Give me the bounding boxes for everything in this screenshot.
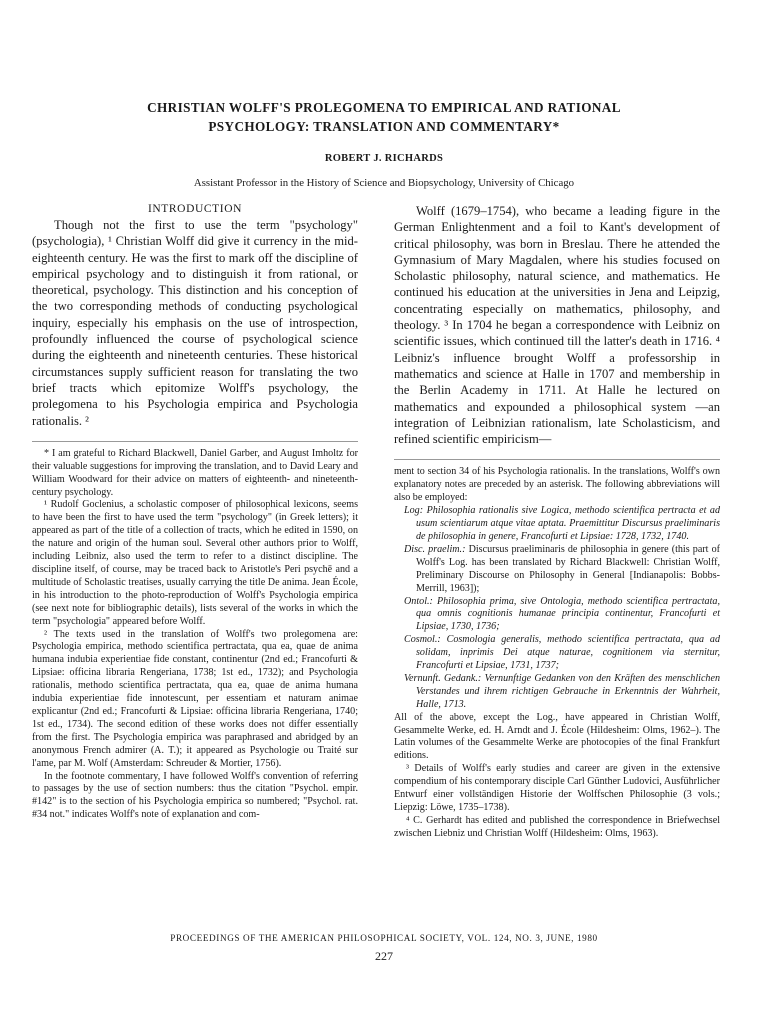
title-line-1: CHRISTIAN WOLFF'S PROLEGOMENA TO EMPIRICAL AND RATIONAL — [147, 100, 621, 115]
article-title — [60, 98, 708, 136]
abbreviation-entry: Vernunft. Gedank.: Vernunftige Gedanken von den Kräften des menschlichen Verstandes und ihrem richtigen Gebrauche in Erkenntnis der Wahrheit, Halle, 1713. — [404, 672, 721, 710]
footnote-divider — [32, 441, 358, 442]
abbreviation-entry: Log: Philosophia rationalis sive Logica, methodo scientifica pertracta et ad usum scientiarum atque vitae aptata. Praemittitur Discursus praeliminaris de philosophia in genere, Francofurti et Lipsiae: 1728, 1732, 1740. — [404, 505, 720, 542]
abbreviation-entry: Ontol.: Philosophia prima, sive Ontologia, methodo scientifica pertractata, qua omnis cognitionis humanae principia continentur, Francofurti et Lipsiae, 1730, 1736; — [404, 595, 720, 633]
footnote-2: ² The texts used in the translation of Wolff's two prolegomena are: Psychologia empirica, methodo scientifica pertractata, qua ea, quae de anima humana indubia experientiae fide constant, continentur (2nd ed.; Francofurti & Lipsiae: officina libraria Rengeriana, 1738; 1st ed., 1732); and Psychologia rationalis, methodo scientifica pertractata, qua ea, quae de anima humana indubia experientiae fide innotescunt, per essentiam et naturam animae explicantur (2nd ed.; Francofurti & Lipsiae: officina libraria Rengeriana, 1740; 1st ed., 1734). The second edition of these works does not differ essentially from the first. The Psychologia empirica was paraphrased and abridged by an anonymous French admirer (A. T.); it appeared as Psychologie ou Traité sur l'ame, par M. Wolf (Amsterdam: Schreuder & Mortier, 1756). — [32, 628, 358, 769]
title-line-2: PSYCHOLOGY: TRANSLATION AND COMMENTARY* — [208, 119, 560, 134]
abbreviation-entry: Cosmol.: Cosmologia generalis, methodo scientifica pertractata, qua ad solidam, inprimis Dei atque naturae, cognitionem via sternitur, Francofurti et Lipsiae, 1731, 1737; — [404, 634, 720, 672]
footnote-star: * I am grateful to Richard Blackwell, Daniel Garber, and August Imholtz for their valuable suggestions for improving the translation, and to David Leary and William Woodward for their advice on matters of eighteenth- and nineteenth-century psychology. — [32, 447, 358, 498]
footnote-1: ¹ Rudolf Goclenius, a scholastic composer of philosophical lexicons, seems to have been the first to have used the term "psychology" (in Greek letters); it appeared as part of the title of a collection of tracts, which he edited in 1590, on the nature and origin of the human soul. Several other authors prior to Wolff, including Leibniz, also used the term to refer to a distinct discipline. The discipline itself, of course, may be traced back to Aristotle's Peri psychē and a multitude of Scholastic treatises, usually carrying the title De anima. Jean École, in his introduction to the photo-reproduction of Wolff's Psychologia empirica (see next note for bibliographic details), lists several of the works in which the term "psychologia" appeared before Wolff. — [32, 499, 358, 627]
journal-citation: PROCEEDINGS OF THE AMERICAN PHILOSOPHICAL SOCIETY, VOL. 124, NO. 3, JUNE, 1980 — [170, 933, 598, 943]
footnote-divider — [394, 459, 720, 460]
intro-paragraph: Though not the first to use the term "psychology" (psychologia), ¹ Christian Wolff did give it currency in the mid-eighteenth century. He was the first to mark off the discipline of empirical psychology and to distinguish it from rational, or theoretical, psychology. This distinction and his conception of the two corresponding methods of conducting psychological inquiry, especially his emphasis on the use of introspection, profoundly influenced the course of psychological science during the eighteenth and nineteenth centuries. These historical circumstances supply sufficient reason for translating the two brief tracts which epitomize Wolff's psychology, the prolegomena to his Psychologia empirica and Psychologia rationalis. ² — [32, 218, 358, 428]
page-number: 227 — [375, 949, 393, 963]
footnote-3: ³ Details of Wolff's early studies and career are given in the extensive compendium of his contemporary disciple Carl Günther Ludovici, Ausführlicher Entwurf einer vollständigen Historie der Wolffschen Philosophie (3 vols.; Liepzig: Löwe, 1735–1738). — [394, 763, 720, 814]
footnote-2-continued: In the footnote commentary, I have followed Wolff's convention of referring to passages by the use of section numbers: thus the citation "Psychol. empir. #142" is to the section of his Psychologia empirica so numbered; "Psychol. rat. #34 not." indicates Wolff's note of explanation and com- — [32, 770, 358, 821]
author-affiliation: Assistant Professor in the History of Science and Biopsychology, University of Chicago — [193, 177, 575, 189]
footnote-4: ⁴ C. Gerhardt has edited and published the correspondence in Briefwechsel zwischen Liebniz und Christian Wolff (Hildesheim: Olms, 1963). — [394, 814, 720, 839]
author-name: ROBERT J. RICHARDS — [324, 153, 444, 164]
right-column — [394, 203, 720, 841]
left-column — [32, 203, 358, 822]
abbreviation-list — [394, 505, 720, 712]
footnote-continuation: ment to section 34 of his Psychologia rationalis. In the translations, Wolff's own explanatory notes are preceded by an asterisk. The following abbreviations will also be employed: — [394, 466, 720, 504]
body-paragraph: Wolff (1679–1754), who became a leading figure in the German Enlightenment and a foil to Kant's development of critical philosophy, was born in Breslau. There he attended the Gymnasium of Mary Magdalen, where his studies focused on Scholastic philosophy, natural science, and mathematics. He continued his education at the universities in Jena and Leipzig, concentrating especially on mathematics, philosophy, and theology. ³ In 1704 he began a correspondence with Leibniz on scientific issues, which continued till the latter's death in 1716. ⁴ Leibniz's influence brought Wolff a professorship in mathematics and science at Halle in 1707 and membership in the Berlin Academy in 1711. At Halle he lectured on mathematics and expounded a philosophical system —an integration of Leibnizian rationalism, late Scholasticism, and refined scientific empiricism— — [394, 204, 720, 447]
footnotes-left — [32, 441, 358, 822]
footnote-after-abbreviations: All of the above, except the Log., have appeared in Christian Wolff, Gesammelte Werke, ed. H. Arndt and J. École (Hildesheim: Olms, 1962–). The Latin volumes of the Gesammelte Werke are photocopies of the final Frankfurt editions. — [394, 711, 720, 762]
section-heading: INTRODUCTION — [147, 203, 243, 215]
abbreviation-entry: Disc. praelim.: Discursus praeliminaris de philosophia in genere (this part of Wolff's Log. has been translated by Richard Blackwell: Christian Wolff, Preliminary Discourse on Philosophy in General [Indianapolis: Bobbs-Merrill, 1963]); — [404, 543, 720, 594]
footnotes-right — [394, 459, 720, 840]
